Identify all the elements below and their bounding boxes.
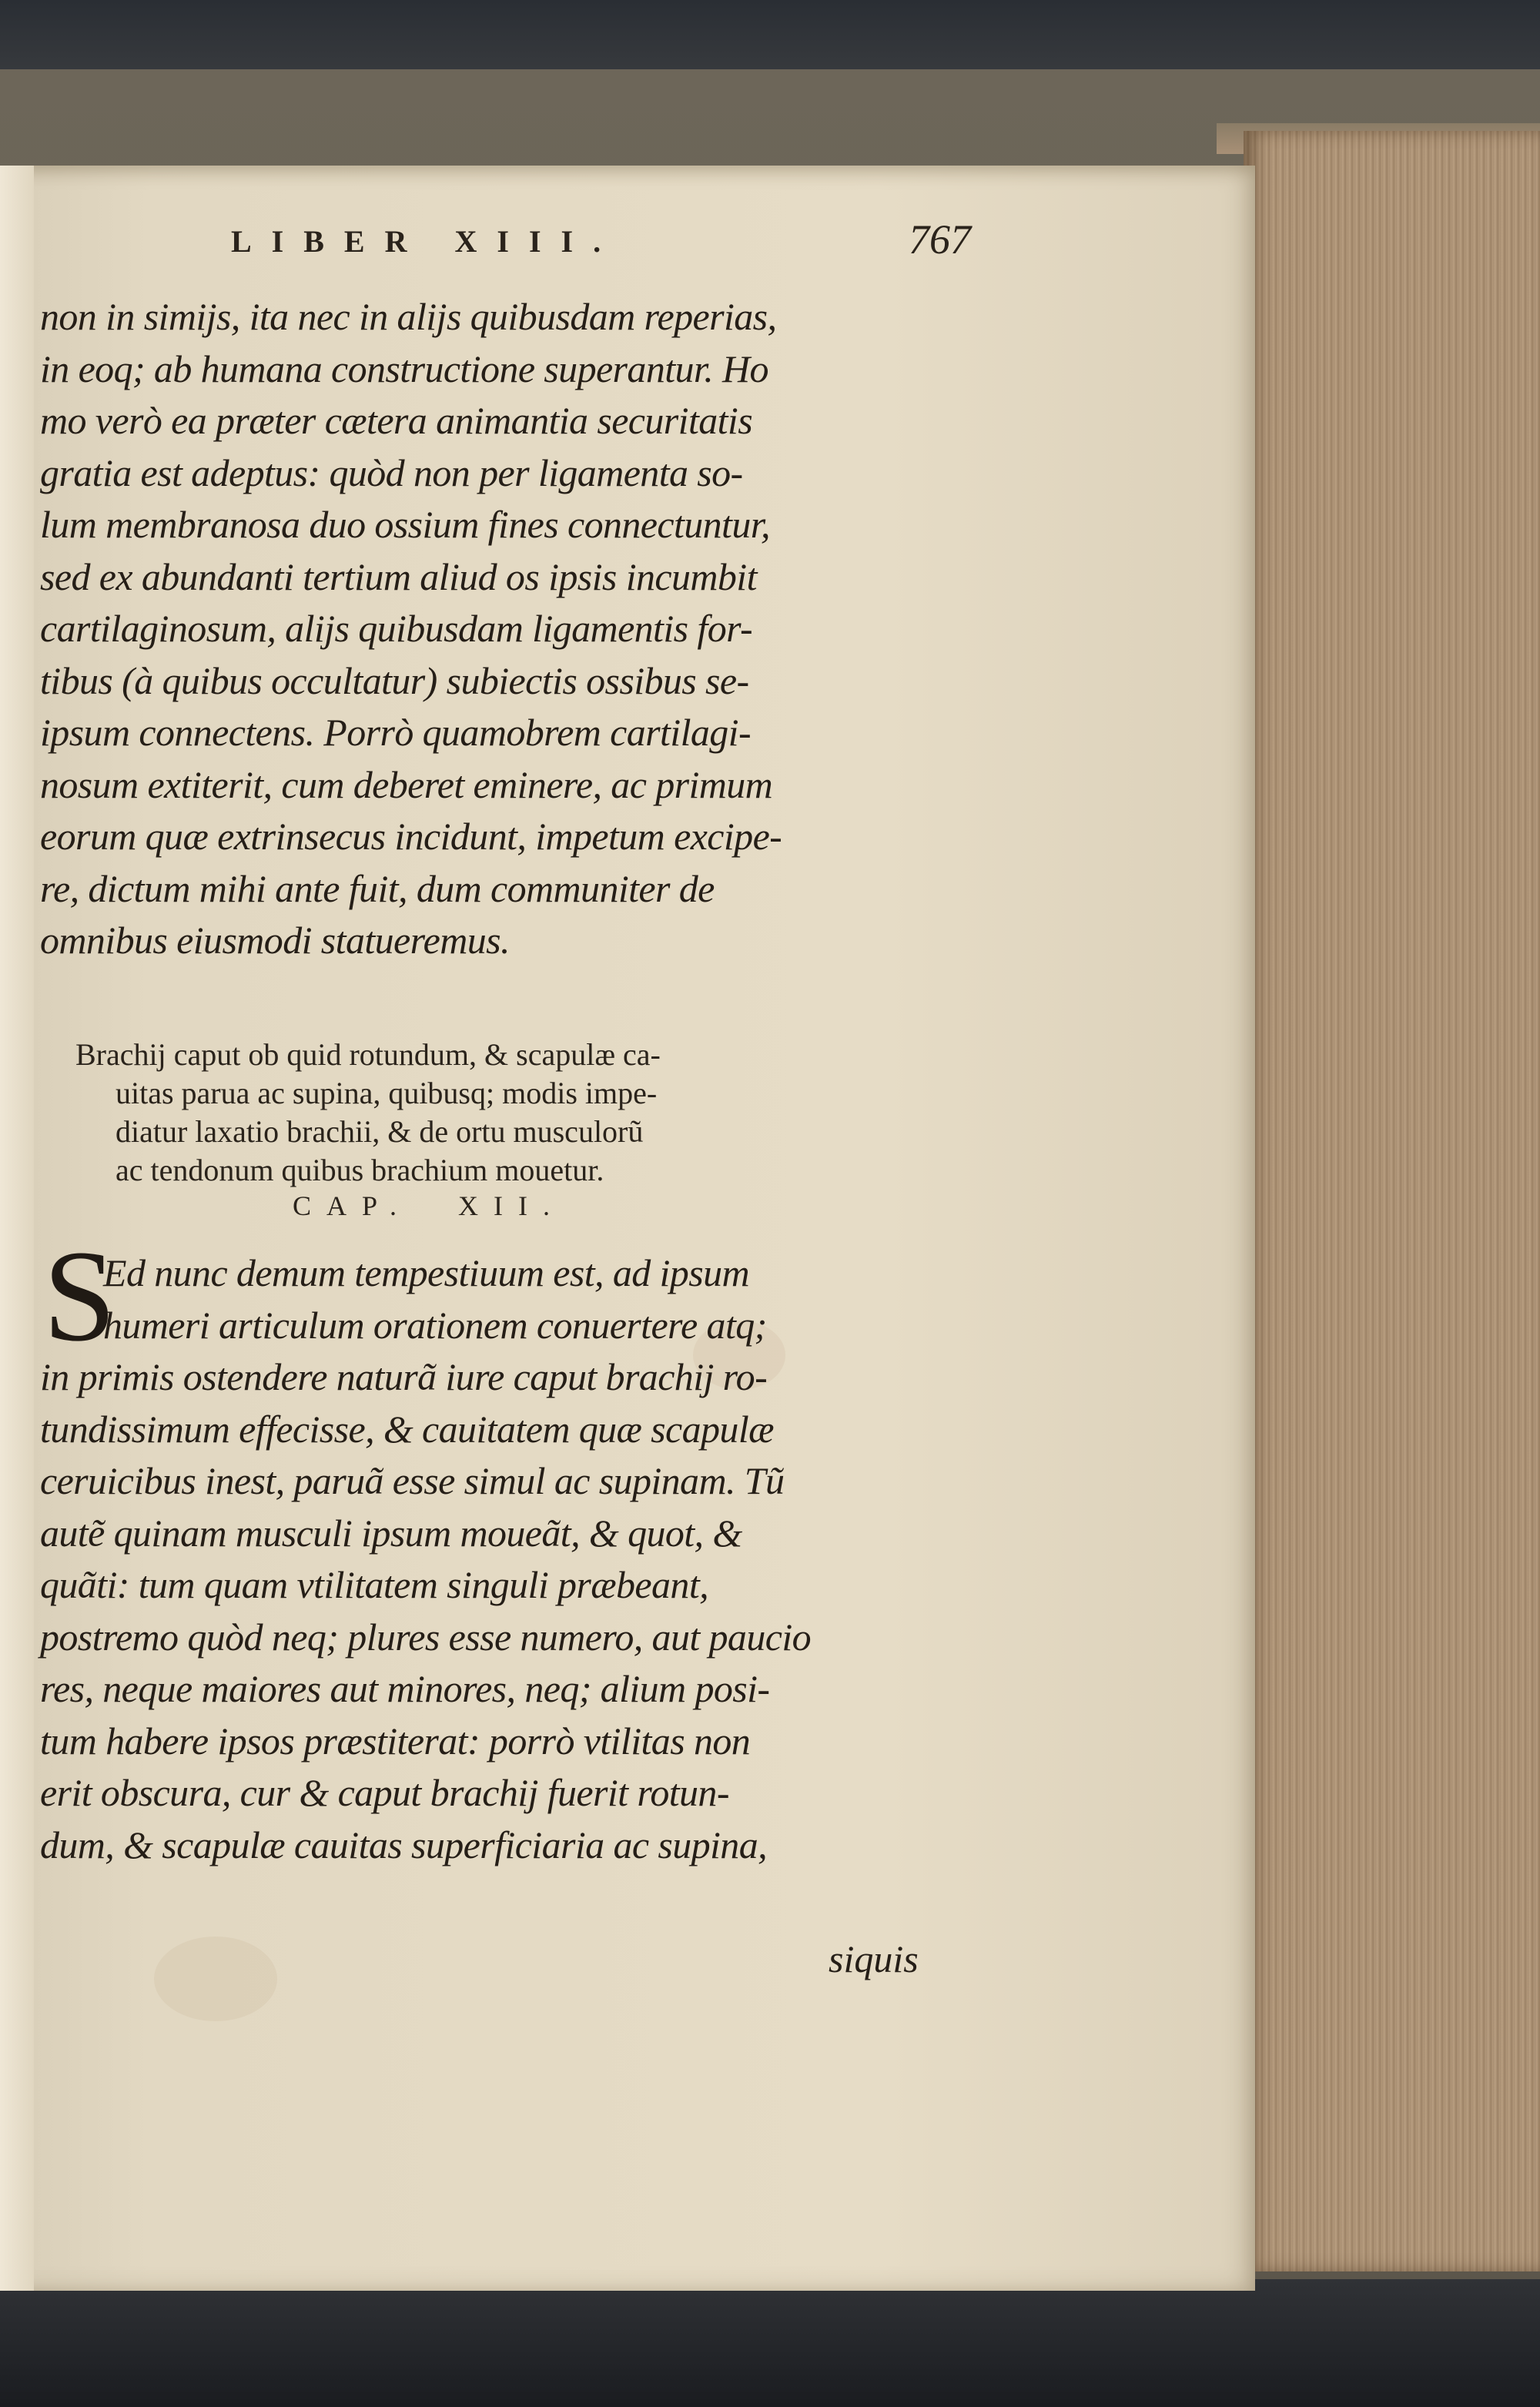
paper-stain	[154, 1937, 277, 2021]
page-gutter-edge	[0, 166, 34, 2291]
text-line: lum membranosa duo ossium fines connectuntur,	[40, 503, 770, 546]
chapter-title	[293, 1190, 565, 1222]
chapter-number: XII.	[458, 1190, 566, 1221]
paragraph-2	[40, 1247, 964, 1871]
text-line: in eoq; ab humana constructione superantur. Ho	[40, 346, 768, 390]
background-bottom	[0, 2279, 1540, 2407]
text-line: sed ex abundanti tertium aliud os ipsis incumbit	[40, 554, 757, 598]
text-line: humeri articulum orationem conuertere atq;	[103, 1303, 767, 1347]
chapter-summary	[75, 1036, 961, 1190]
text-line: res, neque maiores aut minores, neq; alium posi-	[40, 1667, 770, 1710]
paragraph-1	[40, 291, 964, 967]
text-line: re, dictum mihi ante fuit, dum communiter de	[40, 866, 715, 910]
page-fore-edge	[1244, 131, 1540, 2271]
text-line: ipsum connectens. Porrò quamobrem cartilagi-	[40, 711, 752, 754]
text-line: ceruicibus inest, paruã esse simul ac supinam. Tũ	[40, 1459, 785, 1502]
text-line: omnibus eiusmodi statueremus.	[40, 919, 510, 962]
text-line: Ed nunc demum tempestiuum est, ad ipsum	[103, 1251, 749, 1294]
text-line: gratia est adeptus: quòd non per ligamenta so-	[40, 450, 743, 494]
summary-line: uitas parua ac supina, quibusq; modis impe-	[116, 1076, 658, 1110]
summary-line: Brachij caput ob quid rotundum, & scapulæ ca-	[75, 1037, 661, 1072]
running-head: LIBER XIII.	[231, 224, 621, 259]
catchword: siquis	[829, 1937, 919, 1980]
text-line: erit obscura, cur & caput brachij fuerit rotun-	[40, 1771, 729, 1814]
text-line: tum habere ipsos præstiterat: porrò vtilitas non	[40, 1719, 751, 1763]
text-line: autẽ quinam musculi ipsum moueãt, & quot, &	[40, 1511, 742, 1555]
text-line: tundissimum effecisse, & cauitatem quæ scapulæ	[40, 1407, 774, 1451]
text-line: dum, & scapulæ cauitas superficiaria ac supina,	[40, 1823, 767, 1866]
chapter-label: CAP.	[293, 1190, 413, 1221]
text-line: mo verò ea præter cætera animantia securitatis	[40, 399, 753, 442]
text-line: cartilaginosum, alijs quibusdam ligamentis for-	[40, 607, 752, 650]
text-line: eorum quæ extrinsecus incidunt, impetum excipe-	[40, 815, 782, 858]
text-line: postremo quòd neq; plures esse numero, aut paucio	[40, 1615, 812, 1659]
page-number: 767	[909, 216, 971, 263]
summary-line: diatur laxatio brachii, & de ortu musculorũ	[116, 1114, 644, 1149]
text-line: in primis ostendere naturã iure caput brachij ro-	[40, 1355, 768, 1398]
text-line: non in simijs, ita nec in alijs quibusdam reperias,	[40, 295, 777, 338]
text-line: nosum extiterit, cum deberet eminere, ac primum	[40, 762, 773, 806]
summary-line: ac tendonum quibus brachium mouetur.	[116, 1153, 604, 1187]
text-line: tibus (à quibus occultatur) subiectis ossibus se-	[40, 658, 749, 702]
text-line: quãti: tum quam vtilitatem singuli præbeant,	[40, 1563, 709, 1606]
drop-cap: S	[43, 1224, 116, 1368]
